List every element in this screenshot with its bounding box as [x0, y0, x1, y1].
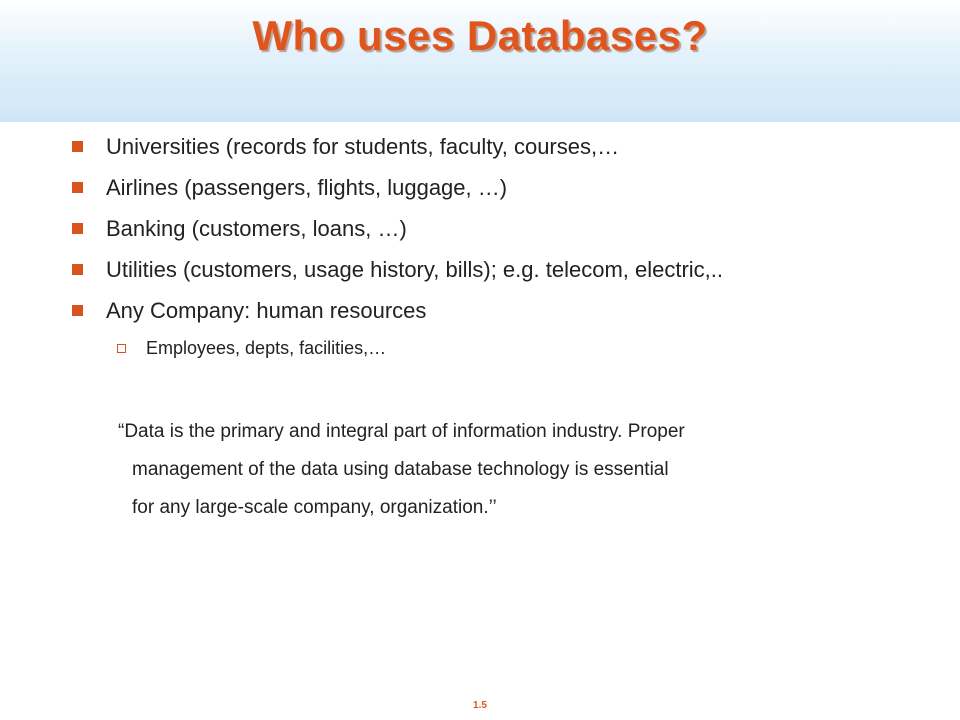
quote-line: for any large-scale company, organization.’’: [132, 497, 497, 518]
square-bullet-icon: [72, 305, 83, 316]
bullet-text: Airlines (passengers, flights, luggage, …): [106, 174, 508, 200]
quote-line: “Data is the primary and integral part of information industry. Proper: [118, 421, 685, 442]
sub-bullet-text: Employees, depts, facilities,…: [146, 338, 387, 358]
square-bullet-icon: [72, 182, 83, 193]
bullet-text: Banking (customers, loans, …): [106, 215, 407, 241]
slide-title: Who uses Databases?: [252, 12, 708, 59]
bullet-item: [72, 167, 723, 208]
page-number: 1.5: [473, 700, 487, 711]
bullet-item: [72, 126, 723, 167]
bullet-text: Any Company: human resources: [106, 297, 427, 323]
square-bullet-icon: [72, 141, 83, 152]
bullet-item: [72, 249, 723, 290]
quote-line: management of the data using database technology is essential: [132, 459, 669, 480]
square-bullet-icon: [72, 223, 83, 234]
bullet-item: [72, 208, 723, 249]
hollow-square-bullet-icon: [117, 344, 126, 353]
bullet-list: [72, 126, 723, 331]
quote-block: [118, 413, 898, 527]
bullet-item: [72, 290, 723, 331]
bullet-text: Universities (records for students, faculty, courses,…: [106, 133, 620, 159]
square-bullet-icon: [72, 264, 83, 275]
bullet-text: Utilities (customers, usage history, bills); e.g. telecom, electric,..: [106, 256, 724, 282]
sub-bullet-item: [117, 338, 386, 359]
